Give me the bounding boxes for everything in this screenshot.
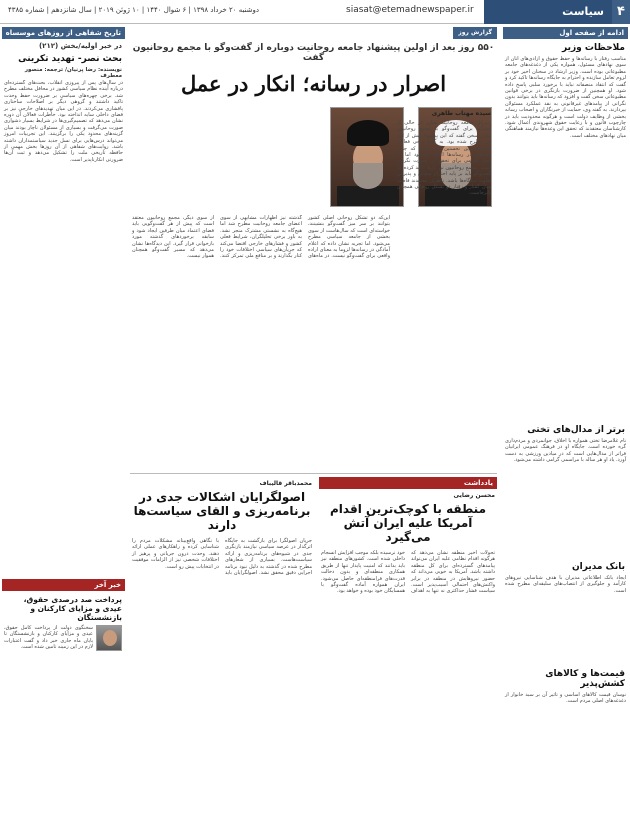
- latest-news-body: سخنگوی دولت از پرداخت کامل حقوق، عیدی و مزایای کارکنان و بازنشستگان تا پایان ماه جاری خبر داد و گفت اعتبارات لازم در این زمینه تامین شده است.: [4, 625, 93, 651]
- note-title: منطقه با کوچک‌ترین اقدام آمریکا علیه ایران آتش می‌گیرد: [330, 502, 486, 544]
- section-label: سیاست: [484, 0, 612, 24]
- report-tab: گزارش روز: [453, 27, 497, 39]
- report-kicker-bar: [130, 27, 497, 39]
- right-column: [503, 27, 628, 816]
- main-article-body: این‌که دو تشکل روحانی اصلی کشور بتوانند بر سر میز گفت‌وگو بنشینند، خواسته‌ای است که سال‌هاست از سوی بخشی از جامعه سیاسی مطرح می‌شود. اما تجربه نشان داده که اعلام آمادگی در رسانه‌ها لزوما به معنای اراده واقعی برای گفت‌وگو نیست. در ماه‌های گذشته نیز اظهارات مشابهی از سوی اعضای جامعه روحانیت مطرح شد اما هیچ‌گاه به نشستی مشترک منجر نشد. به باور برخی تحلیلگران، شرایط فعلی کشور و فشارهای خارجی اقتضا می‌کند که جریان‌های سیاسی اختلافات خود را کنار بگذارند و بر منافع ملی تمرکز کنند. از سوی دیگر، مجمع روحانیون معتقد است که پیش از هر گفت‌وگویی باید فضای اعتماد میان طرفین ایجاد شود و سابقه برخوردهای گذشته مورد بازخوانی قرار گیرد. این دیدگاه‌ها نشان می‌دهد که مسیر گفت‌وگو همچنان هموار نیست.: [132, 215, 390, 260]
- news-thumbnail: [96, 625, 122, 651]
- note-body: تحولات اخیر منطقه نشان می‌دهد که هرگونه اقدام نظامی علیه ایران می‌تواند پیامدهای گسترده‌ای برای کل منطقه داشته باشد. آمریکا به خوبی می‌داند که حضور نیروهایش در منطقه در برابر واکنش‌های احتمالی آسیب‌پذیر است. سیاست فشار حداکثری نه تنها به اهداف خود نرسیده بلکه موجب افزایش انسجام داخلی شده است. کشورهای منطقه نیز باید بدانند که امنیت پایدار تنها از طریق همکاری منطقه‌ای و بدون دخالت قدرت‌های فرامنطقه‌ای حاصل می‌شود. ایران همواره آماده گفت‌وگو با همسایگان خود بوده و خواهد بود.: [321, 550, 495, 595]
- qalibaf-body: جریان اصولگرا برای بازگشت به جایگاه اثرگذار در عرصه سیاسی نیازمند بازنگری جدی در شیوه‌های برنامه‌ریزی و ارائه سیاست‌هاست. بسیاری از شعارهای مطرح شده در گذشته به دلیل نبود برنامه اجرایی دقیق محقق نشد. اصولگرایان باید با نگاهی واقع‌بینانه مشکلات مردم را شناسایی کرده و راهکارهای عملی ارائه دهند. وحدت درون جریانی و پرهیز از اختلافات شخصی نیز از الزامات موفقیت در انتخابات پیش رو است.: [132, 538, 312, 577]
- headline-supertitle: ۵۵۰ روز بعد از اولین پیشنهاد جامعه روحانیت دوباره از گفت‌وگو با مجمع روحانیون گفت: [132, 43, 495, 63]
- section-email[interactable]: siasat@etemadnewspaper.ir: [346, 5, 474, 15]
- note-label: یادداشت: [319, 477, 497, 489]
- note-article: [319, 477, 497, 816]
- main-article-author: سیده مهتاب طاهری: [431, 110, 491, 117]
- oral-history-title: بحث نصر- تهدید تکرینی: [18, 54, 122, 64]
- note-author: محسن رضایی: [453, 492, 495, 499]
- latest-news-title: پرداخت صد درصدی حقوق، عیدی و مزایای کارکنان و بازنشستگان: [23, 595, 122, 622]
- qalibaf-article: [130, 477, 314, 816]
- latest-news-label: خبر آخر: [2, 579, 125, 591]
- continuation-label: ادامه از صفحه اول: [503, 27, 628, 39]
- right-article3-body: ایجاد بانک اطلاعاتی مدیران با هدف شناسایی نیروهای کارآمد و جلوگیری از انتصاب‌های سلیقه‌ای مطرح شده است.: [505, 575, 626, 594]
- right-article3-title: بانک مدیران: [571, 562, 625, 572]
- main-article-intro: دبیرکل جامعه روحانیت مبارز در حالی از آمادگی برای گفت‌وگو با مجمع روحانیون مبارز سخن گفته که این پیشنهاد پیش از این نیز مطرح شده بود. به گفته برخی فعالان سیاسی، این نخستین بار نیست که چنین موضعی در رسانه‌ها اعلام می‌شود اما در عمل اقدامی برای تحقق آن صورت نگرفته است. مجمع روحانیون نیز بارها تاکید کرده که گفت‌وگو باید بر پایه احترام متقابل و پذیرش تفاوت دیدگاه‌ها باشد. ناظران معتقدند فاصله میان گفتار و رفتار دو تشکل روحانی همچنان پابرجاست.: [397, 120, 491, 197]
- oral-history-label: تاریخ شفاهی از روزهای موسساه: [2, 27, 125, 39]
- series-number: در خبر اولیه/بخش (۲۱۲): [38, 42, 122, 50]
- qalibaf-title: اصولگرایان اشکالات جدی در برنامه‌ریزی و القای سیاست‌ها دارند: [133, 490, 311, 532]
- qalibaf-author: محمدباقر قالیباف: [259, 480, 312, 487]
- oral-history-credit: نویسنده: رضا پرنیان/ ترجمه: منصور معطرف: [24, 67, 122, 79]
- section-divider: [130, 473, 497, 474]
- cleric-photo-left: [330, 107, 404, 207]
- main-headline: اصرار در رسانه؛ انکار در عمل: [180, 71, 447, 96]
- right-article4-body: نوسان قیمت کالاهای اساسی و تاثیر آن بر سبد خانوار از دغدغه‌های اصلی مردم است.: [505, 692, 626, 705]
- main-article-column: [395, 107, 493, 467]
- center-column: [130, 27, 497, 816]
- right-article4-title: قیمت‌ها و کالاهای کشش‌پذیر: [545, 669, 625, 689]
- page-number: ۴: [612, 0, 630, 24]
- issue-info: دوشنبه ۲۰ خرداد ۱۳۹۸ | ۶ شوال ۱۴۴۰ | ۱۰ ژوئن ۲۰۱۹ | سال شانزدهم | شماره ۴۳۸۵: [8, 6, 260, 14]
- right-article-title: ملاحظات وزیر: [562, 43, 625, 53]
- right-article2-body: نام غلامرضا تختی همواره با اخلاق، جوانمردی و مردم‌داری گره خورده است. جایگاه او در فرهنگ عمومی ایرانیان فراتر از مدال‌هایی است که در میادین ورزشی به دست آورد. یاد او هر ساله با مراسمی گرامی داشته می‌شود.: [505, 438, 626, 464]
- oral-history-body: در سال‌های پس از پیروزی انقلاب، بحث‌های گسترده‌ای درباره آینده نظام سیاسی کشور در محافل مختلف مطرح شد. برخی چهره‌های سیاسی بر ضرورت حفظ وحدت تاکید داشتند و گروهی دیگر بر اصلاحات ساختاری پافشاری می‌کردند. در این میان تهدیدهای خارجی نیز بر فضای داخلی سایه انداخته بود. خاطرات فعالان آن دوره نشان می‌دهد که تصمیم‌گیری‌ها در شرایط بسیار دشواری صورت می‌گرفت و بسیاری از مسئولان ناچار بودند میان گزینه‌های محدود یکی را برگزینند. این تجربیات امروز می‌تواند درس‌هایی برای نسل جدید سیاستمداران داشته باشد. روایت‌های شفاهی از آن روزها بخش مهمی از حافظه تاریخی ملت را تشکیل می‌دهد و ثبت آن‌ها ضرورتی انکارناپذیر است.: [4, 80, 123, 163]
- page-header: [0, 0, 630, 24]
- right-article2-title: برتر از مدال‌های تختی: [527, 425, 625, 435]
- left-column: [2, 27, 125, 816]
- right-article-body: مناسب رفتار با رسانه‌ها و حفظ حقوق و آزادی‌های آنان از سوی نهادهای مسئول، همواره یکی از دغدغه‌های جامعه مطبوعاتی بوده است. وزیر ارشاد در سخنان اخیر خود بر لزوم تعامل سازنده و احترام به جایگاه رسانه‌ها تاکید کرد و گفت که انتقاد منصفانه نباید با برخورد سلبی پاسخ داده شود. او همچنین از ضرورت بازنگری در برخی قوانین مطبوعاتی سخن گفت و افزود که رسانه‌ها باید بتوانند بدون نگرانی از پیامدهای غیرقانونی به نقد عملکرد مسئولان بپردازند. به گفته وی، حمایت از خبرنگاران و اصحاب رسانه بخشی از وظایف دولت است و هرگونه محدودیت باید در چارچوب قانون و با رعایت حقوق شهروندی اعمال شود. کارشناسان معتقدند که تحقق این وعده‌ها نیازمند هماهنگی میان نهادهای مختلف است.: [505, 56, 626, 139]
